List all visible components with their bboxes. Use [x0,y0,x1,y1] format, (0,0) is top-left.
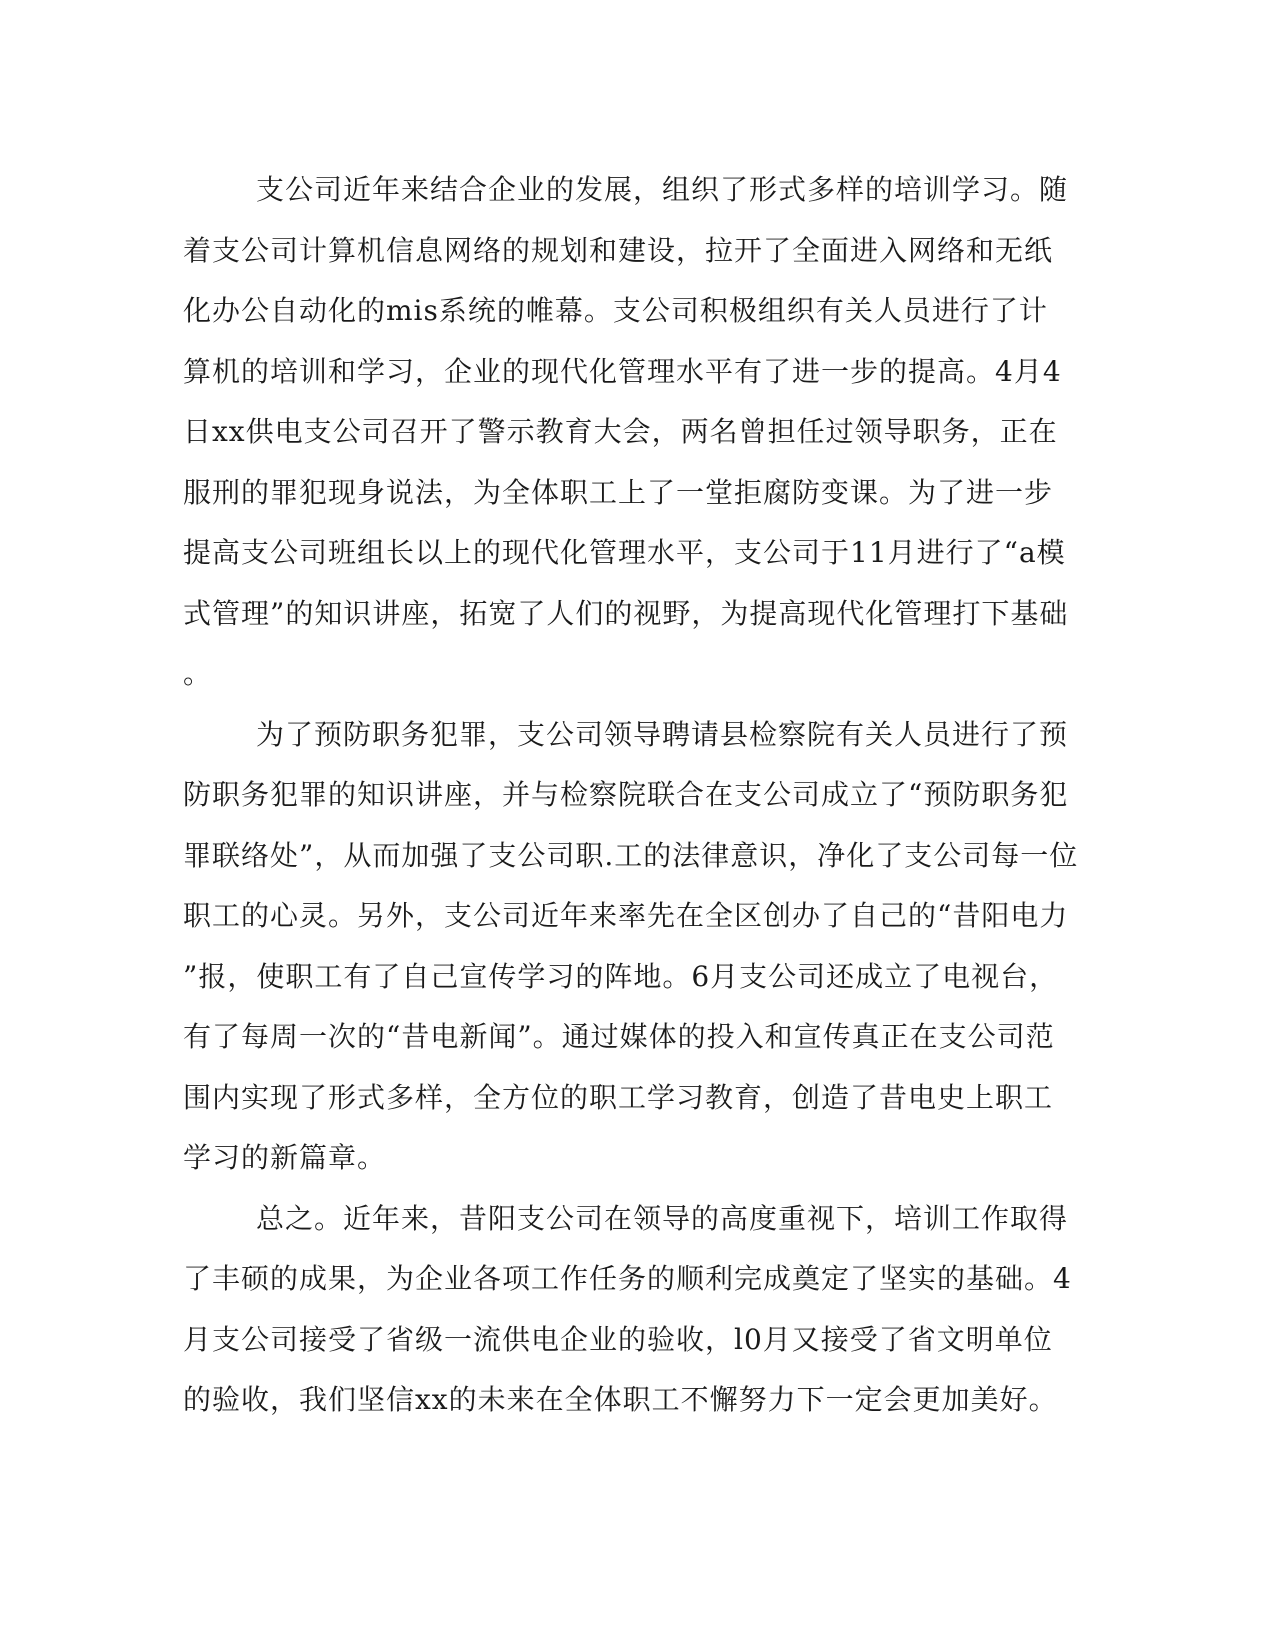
document-body [183,160,1079,1431]
text-line: 了丰硕的成果，为企业各项工作任务的顺利完成奠定了坚实的基础。4 [183,1262,1072,1295]
text-line: 的验收，我们坚信xx的未来在全体职工不懈努力下一定会更加美好。 [183,1383,1058,1416]
text-line: 着支公司计算机信息网络的规划和建设，拉开了全面进入网络和无纸 [183,233,1054,267]
text-line: 罪联络处”，从而加强了支公司职.工的法律意识，净化了支公司每一位 [183,838,1079,872]
text-line: 化办公自动化的mis系统的帷幕。支公司积极组织有关人员进行了计 [183,294,1048,327]
text-line: 提高支公司班组长以上的现代化管理水平，支公司于11月进行了“a模 [183,536,1066,569]
text-line: 为了预防职务犯罪，支公司领导聘请县检察院有关人员进行了预 [256,717,1069,751]
text-line: 学习的新篇章。 [183,1141,387,1174]
text-line: 算机的培训和学习，企业的现代化管理水平有了进一步的提高。4月4 [183,354,1062,388]
text-line: 围内实现了形式多样，全方位的职工学习教育，创造了昔电史上职工 [183,1080,1054,1114]
text-line: 支公司近年来结合企业的发展，组织了形式多样的培训学习。随 [256,173,1069,206]
paragraph-summary [183,1189,1072,1431]
text-line: 有了每周一次的“昔电新闻”。通过媒体的投入和宣传真正在支公司范 [183,1020,1055,1053]
paragraph-training-overview [183,160,1069,705]
paragraph-crime-prevention [183,705,1079,1189]
text-line: 职工的心灵。另外，支公司近年来率先在全区创办了自己的“昔阳电力 [183,899,1069,932]
text-line: ”报，使职工有了自己宣传学习的阵地。6月支公司还成立了电视台， [183,959,1059,993]
text-line: 总之。近年来，昔阳支公司在领导的高度重视下，培训工作取得 [256,1201,1069,1235]
text-line: 月支公司接受了省级一流供电企业的验收，l0月又接受了省文明单位 [183,1322,1053,1356]
text-line: 服刑的罪犯现身说法，为全体职工上了一堂拒腐防变课。为了进一步 [183,475,1054,509]
text-line: 。 [183,657,213,690]
text-line: 式管理”的知识讲座，拓宽了人们的视野，为提高现代化管理打下基础 [183,596,1069,630]
text-line: 防职务犯罪的知识讲座，并与检察院联合在支公司成立了“预防职务犯 [183,778,1069,811]
text-line: 日xx供电支公司召开了警示教育大会，两名曾担任过领导职务，正在 [183,415,1058,448]
